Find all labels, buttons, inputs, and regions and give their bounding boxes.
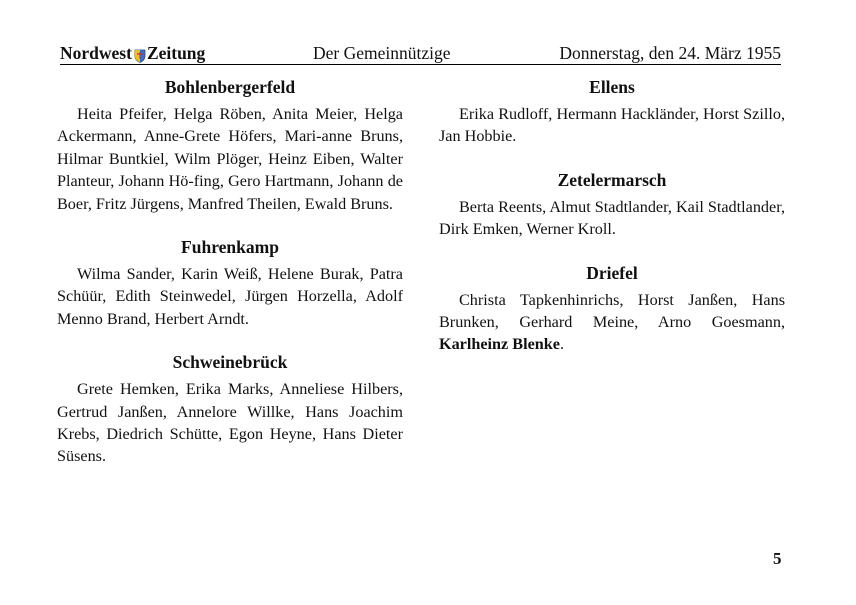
section-bohlenbergerfeld [57,76,403,215]
right-column [439,76,785,377]
crest-icon [134,46,146,60]
section-text: Wilma Sander, Karin Weiß, Helene Burak, Patra Schüür, Edith Steinwedel, Jürgen Horzella, Adolf Menno Brand, Herbert Arndt. [57,265,403,328]
highlighted-name: Karlheinz Blenke [439,335,560,354]
trailing-punctuation: . [559,335,565,354]
masthead-part-1: Nordwest [60,43,132,63]
section-driefel [439,262,785,356]
section-text: Berta Reents, Almut Stadtlander, Kail Stadtlander, Dirk Emken, Werner Kroll. [439,197,785,239]
section-text: Grete Hemken, Erika Marks, Anneliese Hilbers, Gertrud Janßen, Annelore Willke, Hans Joachim Krebs, Diedrich Schütte, Egon Heyne, Hans Dieter Süsens. [57,380,403,466]
section-text: Erika Rudloff, Hermann Hackländer, Horst Szillo, Jan Hobbie. [439,105,785,146]
page-header [60,42,781,65]
section-title: Ellens [589,77,635,97]
masthead-part-2: Zeitung [146,43,206,63]
supplement-title: Der Gemeinnützige [313,43,451,63]
section-title: Driefel [586,262,638,283]
section-title: Schweinebrück [172,352,288,373]
issue-date: Donnerstag, den 24. März 1955 [559,43,781,63]
newspaper-masthead [60,42,205,64]
section-ellens [439,76,785,148]
section-title: Fuhrenkamp [181,237,279,258]
section-title: Zetelermarsch [557,169,667,190]
section-schweinebrueck [57,351,403,468]
section-text-main: Christa Tapkenhinrichs, Horst Janßen, Hans Brunken, Gerhard Meine, Arno Goesmann, [439,290,785,332]
section-text: Heita Pfeifer, Helga Röben, Anita Meier, Helga Ackermann, Anne-Grete Höfers, Mari-anne Bruns, Hilmar Buntkiel, Wilm Plöger, Heinz Eiben, Walter Planteur, Johann Hö-fing, Gero Hartmann, Johann de Boer, Fritz Jürgens, Manfred Theilen, Ewald Bruns. [57,105,403,213]
section-zetelermarsch [439,169,785,241]
section-fuhrenkamp [57,236,403,330]
page-number: 5 [773,549,782,568]
section-title: Bohlenbergerfeld [164,77,296,97]
left-column [57,76,403,489]
section-text [439,289,785,356]
